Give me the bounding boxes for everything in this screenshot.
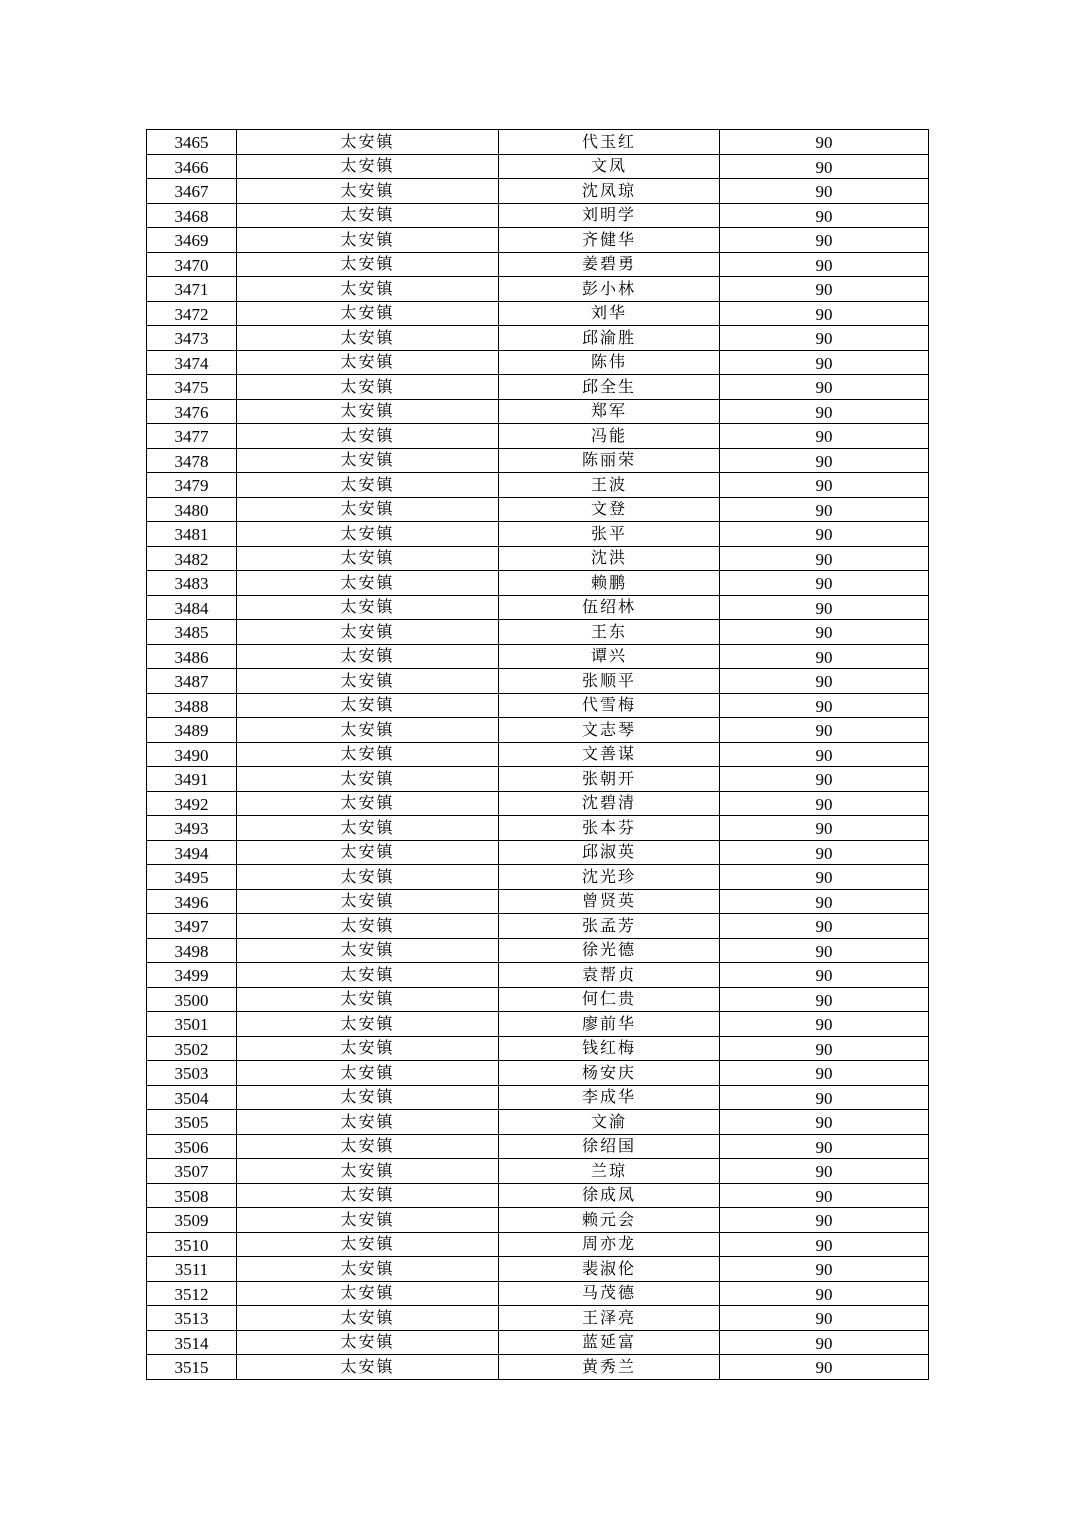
table-row xyxy=(147,938,929,963)
person-name-cell: 王波 xyxy=(499,473,720,498)
row-number-cell: 3515 xyxy=(147,1355,237,1380)
person-name-cell: 郑军 xyxy=(499,399,720,424)
town-cell: 太安镇 xyxy=(237,1036,499,1061)
town-cell: 太安镇 xyxy=(237,1110,499,1135)
row-number-cell: 3507 xyxy=(147,1159,237,1184)
amount-cell: 90 xyxy=(720,301,929,326)
person-name-cell: 沈光珍 xyxy=(499,865,720,890)
town-cell: 太安镇 xyxy=(237,424,499,449)
row-number-cell: 3506 xyxy=(147,1134,237,1159)
town-cell: 太安镇 xyxy=(237,620,499,645)
person-name-cell: 张平 xyxy=(499,522,720,547)
town-cell: 太安镇 xyxy=(237,399,499,424)
amount-cell: 90 xyxy=(720,424,929,449)
person-name-cell: 王东 xyxy=(499,620,720,645)
town-cell: 太安镇 xyxy=(237,644,499,669)
table-row xyxy=(147,840,929,865)
row-number-cell: 3475 xyxy=(147,375,237,400)
table-row xyxy=(147,816,929,841)
person-name-cell: 廖前华 xyxy=(499,1012,720,1037)
person-name-cell: 文登 xyxy=(499,497,720,522)
table-row xyxy=(147,889,929,914)
amount-cell: 90 xyxy=(720,718,929,743)
person-name-cell: 彭小林 xyxy=(499,277,720,302)
person-name-cell: 陈伟 xyxy=(499,350,720,375)
town-cell: 太安镇 xyxy=(237,1012,499,1037)
person-name-cell: 袁帮贞 xyxy=(499,963,720,988)
town-cell: 太安镇 xyxy=(237,1281,499,1306)
person-name-cell: 黄秀兰 xyxy=(499,1355,720,1380)
table-row xyxy=(147,914,929,939)
amount-cell: 90 xyxy=(720,1355,929,1380)
amount-cell: 90 xyxy=(720,252,929,277)
table-row xyxy=(147,693,929,718)
amount-cell: 90 xyxy=(720,693,929,718)
table-row xyxy=(147,399,929,424)
amount-cell: 90 xyxy=(720,546,929,571)
amount-cell: 90 xyxy=(720,179,929,204)
table-row xyxy=(147,448,929,473)
row-number-cell: 3489 xyxy=(147,718,237,743)
row-number-cell: 3495 xyxy=(147,865,237,890)
amount-cell: 90 xyxy=(720,326,929,351)
person-name-cell: 谭兴 xyxy=(499,644,720,669)
row-number-cell: 3468 xyxy=(147,203,237,228)
person-name-cell: 陈丽荣 xyxy=(499,448,720,473)
amount-cell: 90 xyxy=(720,571,929,596)
table-row xyxy=(147,1110,929,1135)
table-row xyxy=(147,350,929,375)
amount-cell: 90 xyxy=(720,1257,929,1282)
town-cell: 太安镇 xyxy=(237,179,499,204)
row-number-cell: 3502 xyxy=(147,1036,237,1061)
person-name-cell: 周亦龙 xyxy=(499,1232,720,1257)
amount-cell: 90 xyxy=(720,816,929,841)
amount-cell: 90 xyxy=(720,277,929,302)
town-cell: 太安镇 xyxy=(237,1232,499,1257)
town-cell: 太安镇 xyxy=(237,595,499,620)
town-cell: 太安镇 xyxy=(237,326,499,351)
table-row xyxy=(147,1306,929,1331)
amount-cell: 90 xyxy=(720,473,929,498)
row-number-cell: 3504 xyxy=(147,1085,237,1110)
town-cell: 太安镇 xyxy=(237,742,499,767)
table-row xyxy=(147,1085,929,1110)
amount-cell: 90 xyxy=(720,203,929,228)
amount-cell: 90 xyxy=(720,375,929,400)
person-name-cell: 何仁贵 xyxy=(499,987,720,1012)
table-row xyxy=(147,546,929,571)
town-cell: 太安镇 xyxy=(237,1134,499,1159)
person-name-cell: 文凤 xyxy=(499,154,720,179)
table-row xyxy=(147,571,929,596)
amount-cell: 90 xyxy=(720,228,929,253)
person-name-cell: 李成华 xyxy=(499,1085,720,1110)
table-row xyxy=(147,522,929,547)
town-cell: 太安镇 xyxy=(237,767,499,792)
table-row xyxy=(147,179,929,204)
amount-cell: 90 xyxy=(720,767,929,792)
person-name-cell: 文渝 xyxy=(499,1110,720,1135)
town-cell: 太安镇 xyxy=(237,1355,499,1380)
person-name-cell: 刘华 xyxy=(499,301,720,326)
town-cell: 太安镇 xyxy=(237,938,499,963)
amount-cell: 90 xyxy=(720,130,929,155)
person-name-cell: 张顺平 xyxy=(499,669,720,694)
person-name-cell: 邱全生 xyxy=(499,375,720,400)
person-name-cell: 张朝开 xyxy=(499,767,720,792)
row-number-cell: 3478 xyxy=(147,448,237,473)
town-cell: 太安镇 xyxy=(237,571,499,596)
table-row xyxy=(147,424,929,449)
amount-cell: 90 xyxy=(720,1061,929,1086)
table-row xyxy=(147,473,929,498)
person-name-cell: 兰琼 xyxy=(499,1159,720,1184)
table-row xyxy=(147,1036,929,1061)
row-number-cell: 3498 xyxy=(147,938,237,963)
person-name-cell: 沈凤琼 xyxy=(499,179,720,204)
town-cell: 太安镇 xyxy=(237,1306,499,1331)
amount-cell: 90 xyxy=(720,1330,929,1355)
town-cell: 太安镇 xyxy=(237,1159,499,1184)
row-number-cell: 3508 xyxy=(147,1183,237,1208)
town-cell: 太安镇 xyxy=(237,546,499,571)
row-number-cell: 3514 xyxy=(147,1330,237,1355)
table-row xyxy=(147,1330,929,1355)
town-cell: 太安镇 xyxy=(237,718,499,743)
row-number-cell: 3501 xyxy=(147,1012,237,1037)
amount-cell: 90 xyxy=(720,938,929,963)
table-row xyxy=(147,718,929,743)
row-number-cell: 3487 xyxy=(147,669,237,694)
row-number-cell: 3466 xyxy=(147,154,237,179)
table-row xyxy=(147,154,929,179)
row-number-cell: 3510 xyxy=(147,1232,237,1257)
person-name-cell: 邱淑英 xyxy=(499,840,720,865)
amount-cell: 90 xyxy=(720,1110,929,1135)
subsidy-list-table xyxy=(146,129,929,1380)
town-cell: 太安镇 xyxy=(237,522,499,547)
table-row xyxy=(147,669,929,694)
table-row xyxy=(147,1134,929,1159)
town-cell: 太安镇 xyxy=(237,669,499,694)
row-number-cell: 3465 xyxy=(147,130,237,155)
person-name-cell: 文善谋 xyxy=(499,742,720,767)
amount-cell: 90 xyxy=(720,1012,929,1037)
amount-cell: 90 xyxy=(720,154,929,179)
amount-cell: 90 xyxy=(720,1159,929,1184)
amount-cell: 90 xyxy=(720,865,929,890)
amount-cell: 90 xyxy=(720,350,929,375)
amount-cell: 90 xyxy=(720,1208,929,1233)
person-name-cell: 沈碧清 xyxy=(499,791,720,816)
town-cell: 太安镇 xyxy=(237,1061,499,1086)
amount-cell: 90 xyxy=(720,987,929,1012)
row-number-cell: 3469 xyxy=(147,228,237,253)
row-number-cell: 3496 xyxy=(147,889,237,914)
row-number-cell: 3500 xyxy=(147,987,237,1012)
person-name-cell: 钱红梅 xyxy=(499,1036,720,1061)
amount-cell: 90 xyxy=(720,1232,929,1257)
person-name-cell: 赖鹏 xyxy=(499,571,720,596)
person-name-cell: 刘明学 xyxy=(499,203,720,228)
amount-cell: 90 xyxy=(720,669,929,694)
person-name-cell: 邱渝胜 xyxy=(499,326,720,351)
row-number-cell: 3479 xyxy=(147,473,237,498)
row-number-cell: 3474 xyxy=(147,350,237,375)
row-number-cell: 3488 xyxy=(147,693,237,718)
person-name-cell: 张孟芳 xyxy=(499,914,720,939)
row-number-cell: 3473 xyxy=(147,326,237,351)
amount-cell: 90 xyxy=(720,1183,929,1208)
town-cell: 太安镇 xyxy=(237,914,499,939)
amount-cell: 90 xyxy=(720,742,929,767)
amount-cell: 90 xyxy=(720,620,929,645)
row-number-cell: 3512 xyxy=(147,1281,237,1306)
town-cell: 太安镇 xyxy=(237,791,499,816)
amount-cell: 90 xyxy=(720,497,929,522)
town-cell: 太安镇 xyxy=(237,963,499,988)
table-row xyxy=(147,595,929,620)
table-body xyxy=(147,130,929,1380)
town-cell: 太安镇 xyxy=(237,693,499,718)
table-row xyxy=(147,1257,929,1282)
town-cell: 太安镇 xyxy=(237,816,499,841)
person-name-cell: 齐健华 xyxy=(499,228,720,253)
amount-cell: 90 xyxy=(720,889,929,914)
amount-cell: 90 xyxy=(720,522,929,547)
table-row xyxy=(147,203,929,228)
town-cell: 太安镇 xyxy=(237,301,499,326)
amount-cell: 90 xyxy=(720,448,929,473)
person-name-cell: 赖元会 xyxy=(499,1208,720,1233)
row-number-cell: 3472 xyxy=(147,301,237,326)
row-number-cell: 3490 xyxy=(147,742,237,767)
row-number-cell: 3509 xyxy=(147,1208,237,1233)
document-table-container xyxy=(146,129,929,1380)
table-row xyxy=(147,791,929,816)
table-row xyxy=(147,252,929,277)
row-number-cell: 3503 xyxy=(147,1061,237,1086)
town-cell: 太安镇 xyxy=(237,228,499,253)
person-name-cell: 代玉红 xyxy=(499,130,720,155)
town-cell: 太安镇 xyxy=(237,252,499,277)
table-row xyxy=(147,1232,929,1257)
amount-cell: 90 xyxy=(720,914,929,939)
town-cell: 太安镇 xyxy=(237,497,499,522)
table-row xyxy=(147,865,929,890)
table-row xyxy=(147,1159,929,1184)
town-cell: 太安镇 xyxy=(237,987,499,1012)
person-name-cell: 沈洪 xyxy=(499,546,720,571)
row-number-cell: 3513 xyxy=(147,1306,237,1331)
person-name-cell: 张本芬 xyxy=(499,816,720,841)
table-row xyxy=(147,228,929,253)
table-row xyxy=(147,644,929,669)
town-cell: 太安镇 xyxy=(237,277,499,302)
person-name-cell: 王泽亮 xyxy=(499,1306,720,1331)
person-name-cell: 伍绍林 xyxy=(499,595,720,620)
amount-cell: 90 xyxy=(720,963,929,988)
row-number-cell: 3494 xyxy=(147,840,237,865)
table-row xyxy=(147,963,929,988)
amount-cell: 90 xyxy=(720,1134,929,1159)
row-number-cell: 3511 xyxy=(147,1257,237,1282)
town-cell: 太安镇 xyxy=(237,889,499,914)
table-row xyxy=(147,1355,929,1380)
row-number-cell: 3499 xyxy=(147,963,237,988)
town-cell: 太安镇 xyxy=(237,350,499,375)
table-row xyxy=(147,301,929,326)
amount-cell: 90 xyxy=(720,791,929,816)
person-name-cell: 冯能 xyxy=(499,424,720,449)
town-cell: 太安镇 xyxy=(237,154,499,179)
person-name-cell: 姜碧勇 xyxy=(499,252,720,277)
person-name-cell: 曾贤英 xyxy=(499,889,720,914)
table-row xyxy=(147,1208,929,1233)
town-cell: 太安镇 xyxy=(237,130,499,155)
town-cell: 太安镇 xyxy=(237,865,499,890)
row-number-cell: 3481 xyxy=(147,522,237,547)
person-name-cell: 蓝延富 xyxy=(499,1330,720,1355)
table-row xyxy=(147,497,929,522)
amount-cell: 90 xyxy=(720,595,929,620)
town-cell: 太安镇 xyxy=(237,840,499,865)
row-number-cell: 3482 xyxy=(147,546,237,571)
row-number-cell: 3484 xyxy=(147,595,237,620)
amount-cell: 90 xyxy=(720,840,929,865)
person-name-cell: 裴淑伦 xyxy=(499,1257,720,1282)
row-number-cell: 3471 xyxy=(147,277,237,302)
town-cell: 太安镇 xyxy=(237,448,499,473)
table-row xyxy=(147,326,929,351)
person-name-cell: 徐光德 xyxy=(499,938,720,963)
row-number-cell: 3476 xyxy=(147,399,237,424)
person-name-cell: 徐绍国 xyxy=(499,1134,720,1159)
town-cell: 太安镇 xyxy=(237,473,499,498)
town-cell: 太安镇 xyxy=(237,203,499,228)
person-name-cell: 马茂德 xyxy=(499,1281,720,1306)
amount-cell: 90 xyxy=(720,1036,929,1061)
row-number-cell: 3470 xyxy=(147,252,237,277)
row-number-cell: 3491 xyxy=(147,767,237,792)
table-row xyxy=(147,1061,929,1086)
row-number-cell: 3480 xyxy=(147,497,237,522)
town-cell: 太安镇 xyxy=(237,1330,499,1355)
town-cell: 太安镇 xyxy=(237,375,499,400)
table-row xyxy=(147,130,929,155)
amount-cell: 90 xyxy=(720,1085,929,1110)
town-cell: 太安镇 xyxy=(237,1257,499,1282)
row-number-cell: 3483 xyxy=(147,571,237,596)
person-name-cell: 徐成凤 xyxy=(499,1183,720,1208)
amount-cell: 90 xyxy=(720,644,929,669)
table-row xyxy=(147,375,929,400)
person-name-cell: 代雪梅 xyxy=(499,693,720,718)
table-row xyxy=(147,1281,929,1306)
row-number-cell: 3467 xyxy=(147,179,237,204)
town-cell: 太安镇 xyxy=(237,1085,499,1110)
table-row xyxy=(147,1183,929,1208)
amount-cell: 90 xyxy=(720,1281,929,1306)
row-number-cell: 3492 xyxy=(147,791,237,816)
table-row xyxy=(147,742,929,767)
row-number-cell: 3477 xyxy=(147,424,237,449)
table-row xyxy=(147,767,929,792)
row-number-cell: 3505 xyxy=(147,1110,237,1135)
table-row xyxy=(147,277,929,302)
town-cell: 太安镇 xyxy=(237,1183,499,1208)
amount-cell: 90 xyxy=(720,1306,929,1331)
row-number-cell: 3493 xyxy=(147,816,237,841)
person-name-cell: 杨安庆 xyxy=(499,1061,720,1086)
table-row xyxy=(147,987,929,1012)
row-number-cell: 3497 xyxy=(147,914,237,939)
table-row xyxy=(147,620,929,645)
person-name-cell: 文志琴 xyxy=(499,718,720,743)
table-row xyxy=(147,1012,929,1037)
amount-cell: 90 xyxy=(720,399,929,424)
town-cell: 太安镇 xyxy=(237,1208,499,1233)
row-number-cell: 3486 xyxy=(147,644,237,669)
row-number-cell: 3485 xyxy=(147,620,237,645)
